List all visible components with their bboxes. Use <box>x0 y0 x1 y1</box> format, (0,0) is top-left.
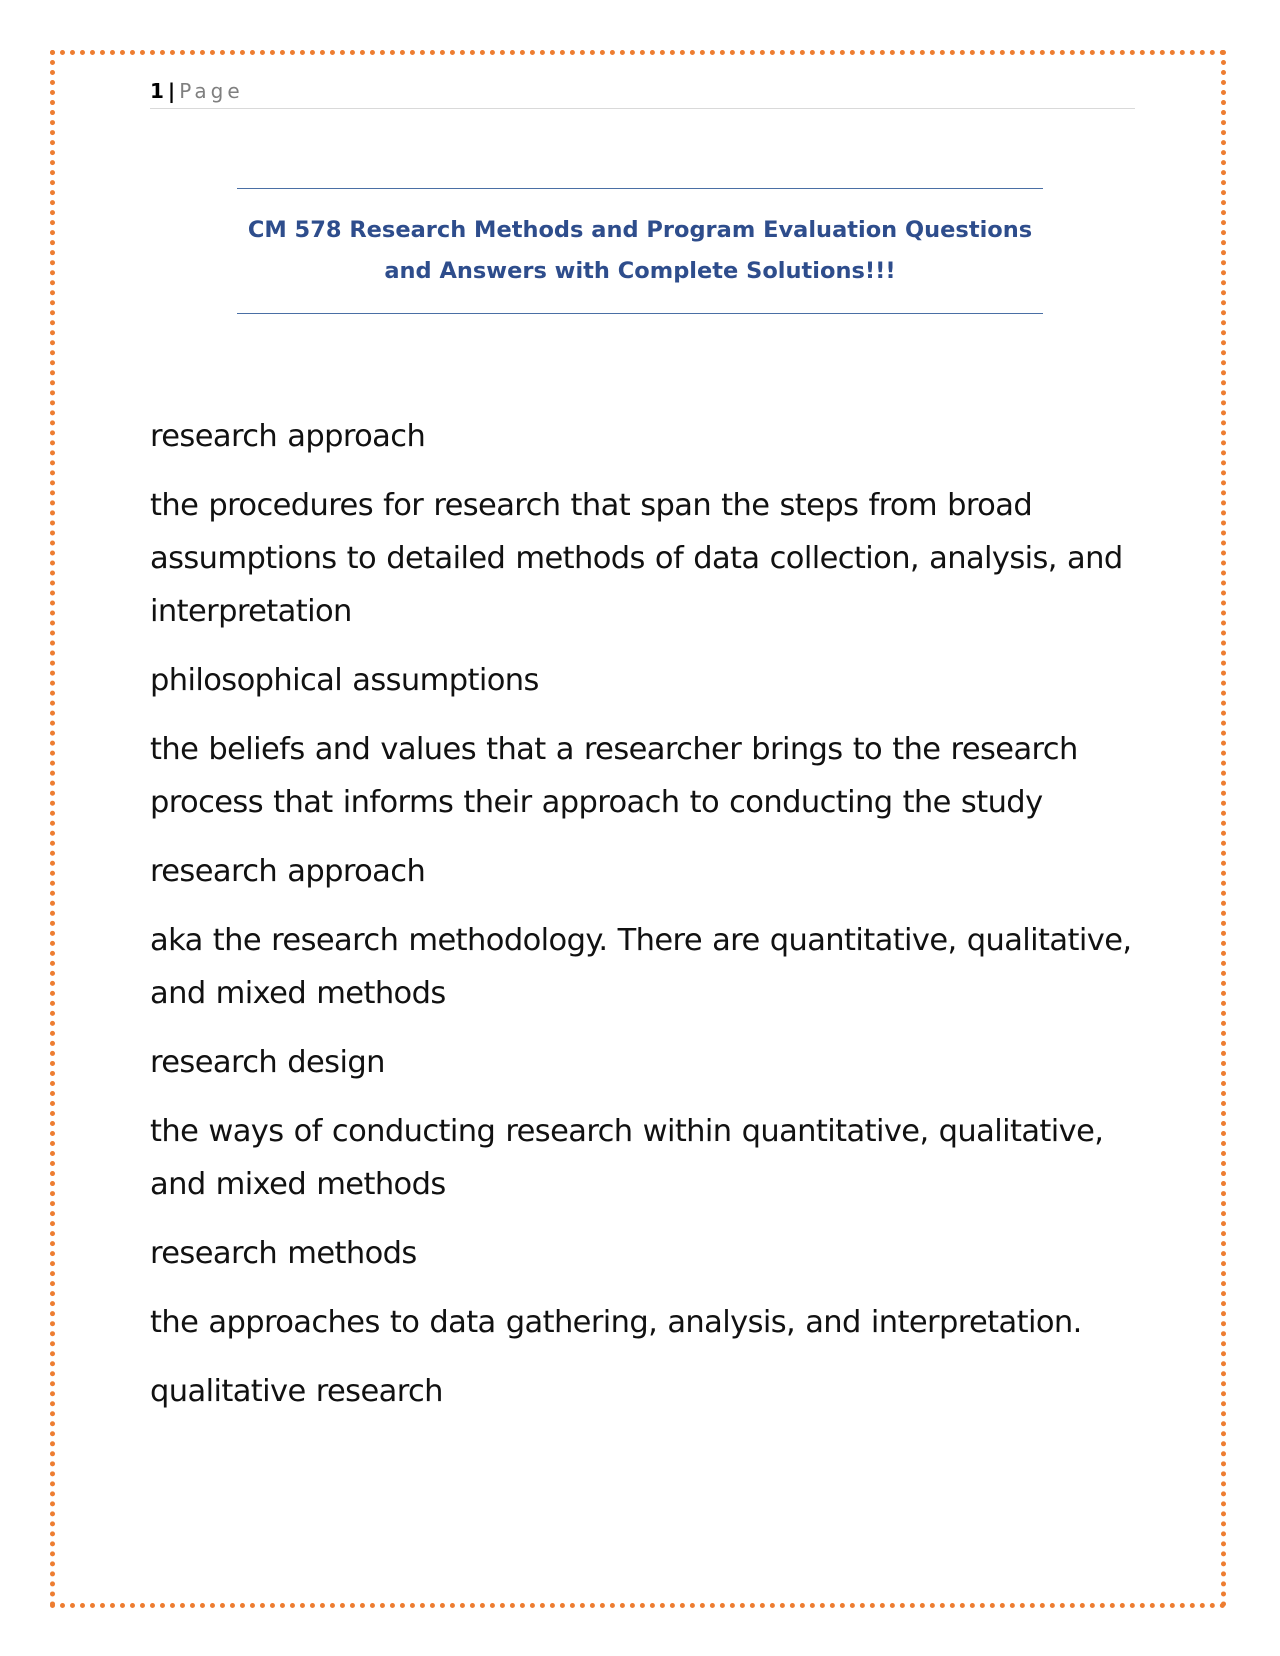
page-number: 1 <box>150 79 164 103</box>
document-title <box>248 210 1032 292</box>
definition: the ways of conducting research within quantitative, qualitative, and mixed methods <box>150 1114 1104 1202</box>
term: philosophical assumptions <box>150 663 539 698</box>
page-separator: | <box>167 79 176 103</box>
term: research design <box>150 1045 385 1080</box>
document-title-block <box>237 188 1043 314</box>
page-label: Page <box>179 79 244 103</box>
definition: aka the research methodology. There are quantitative, qualitative, and mixed methods <box>150 923 1132 1011</box>
definition: the approaches to data gathering, analysis, and interpretation. <box>150 1305 1082 1340</box>
title-line-1: CM 578 Research Methods and Program Evaluation Questions <box>247 217 1033 243</box>
document-body <box>150 410 1140 1434</box>
page-header <box>150 78 1135 109</box>
definition: the procedures for research that span the steps from broad assumptions to detailed methods of data collection, analysis, and interpretation <box>150 488 1123 629</box>
term: research approach <box>150 854 426 889</box>
definition: the beliefs and values that a researcher brings to the research process that informs their approach to conducting the study <box>150 732 1078 820</box>
term: qualitative research <box>150 1374 443 1409</box>
title-line-2: and Answers with Complete Solutions!!! <box>384 258 896 284</box>
term: research methods <box>150 1236 417 1271</box>
term: research approach <box>150 419 426 454</box>
